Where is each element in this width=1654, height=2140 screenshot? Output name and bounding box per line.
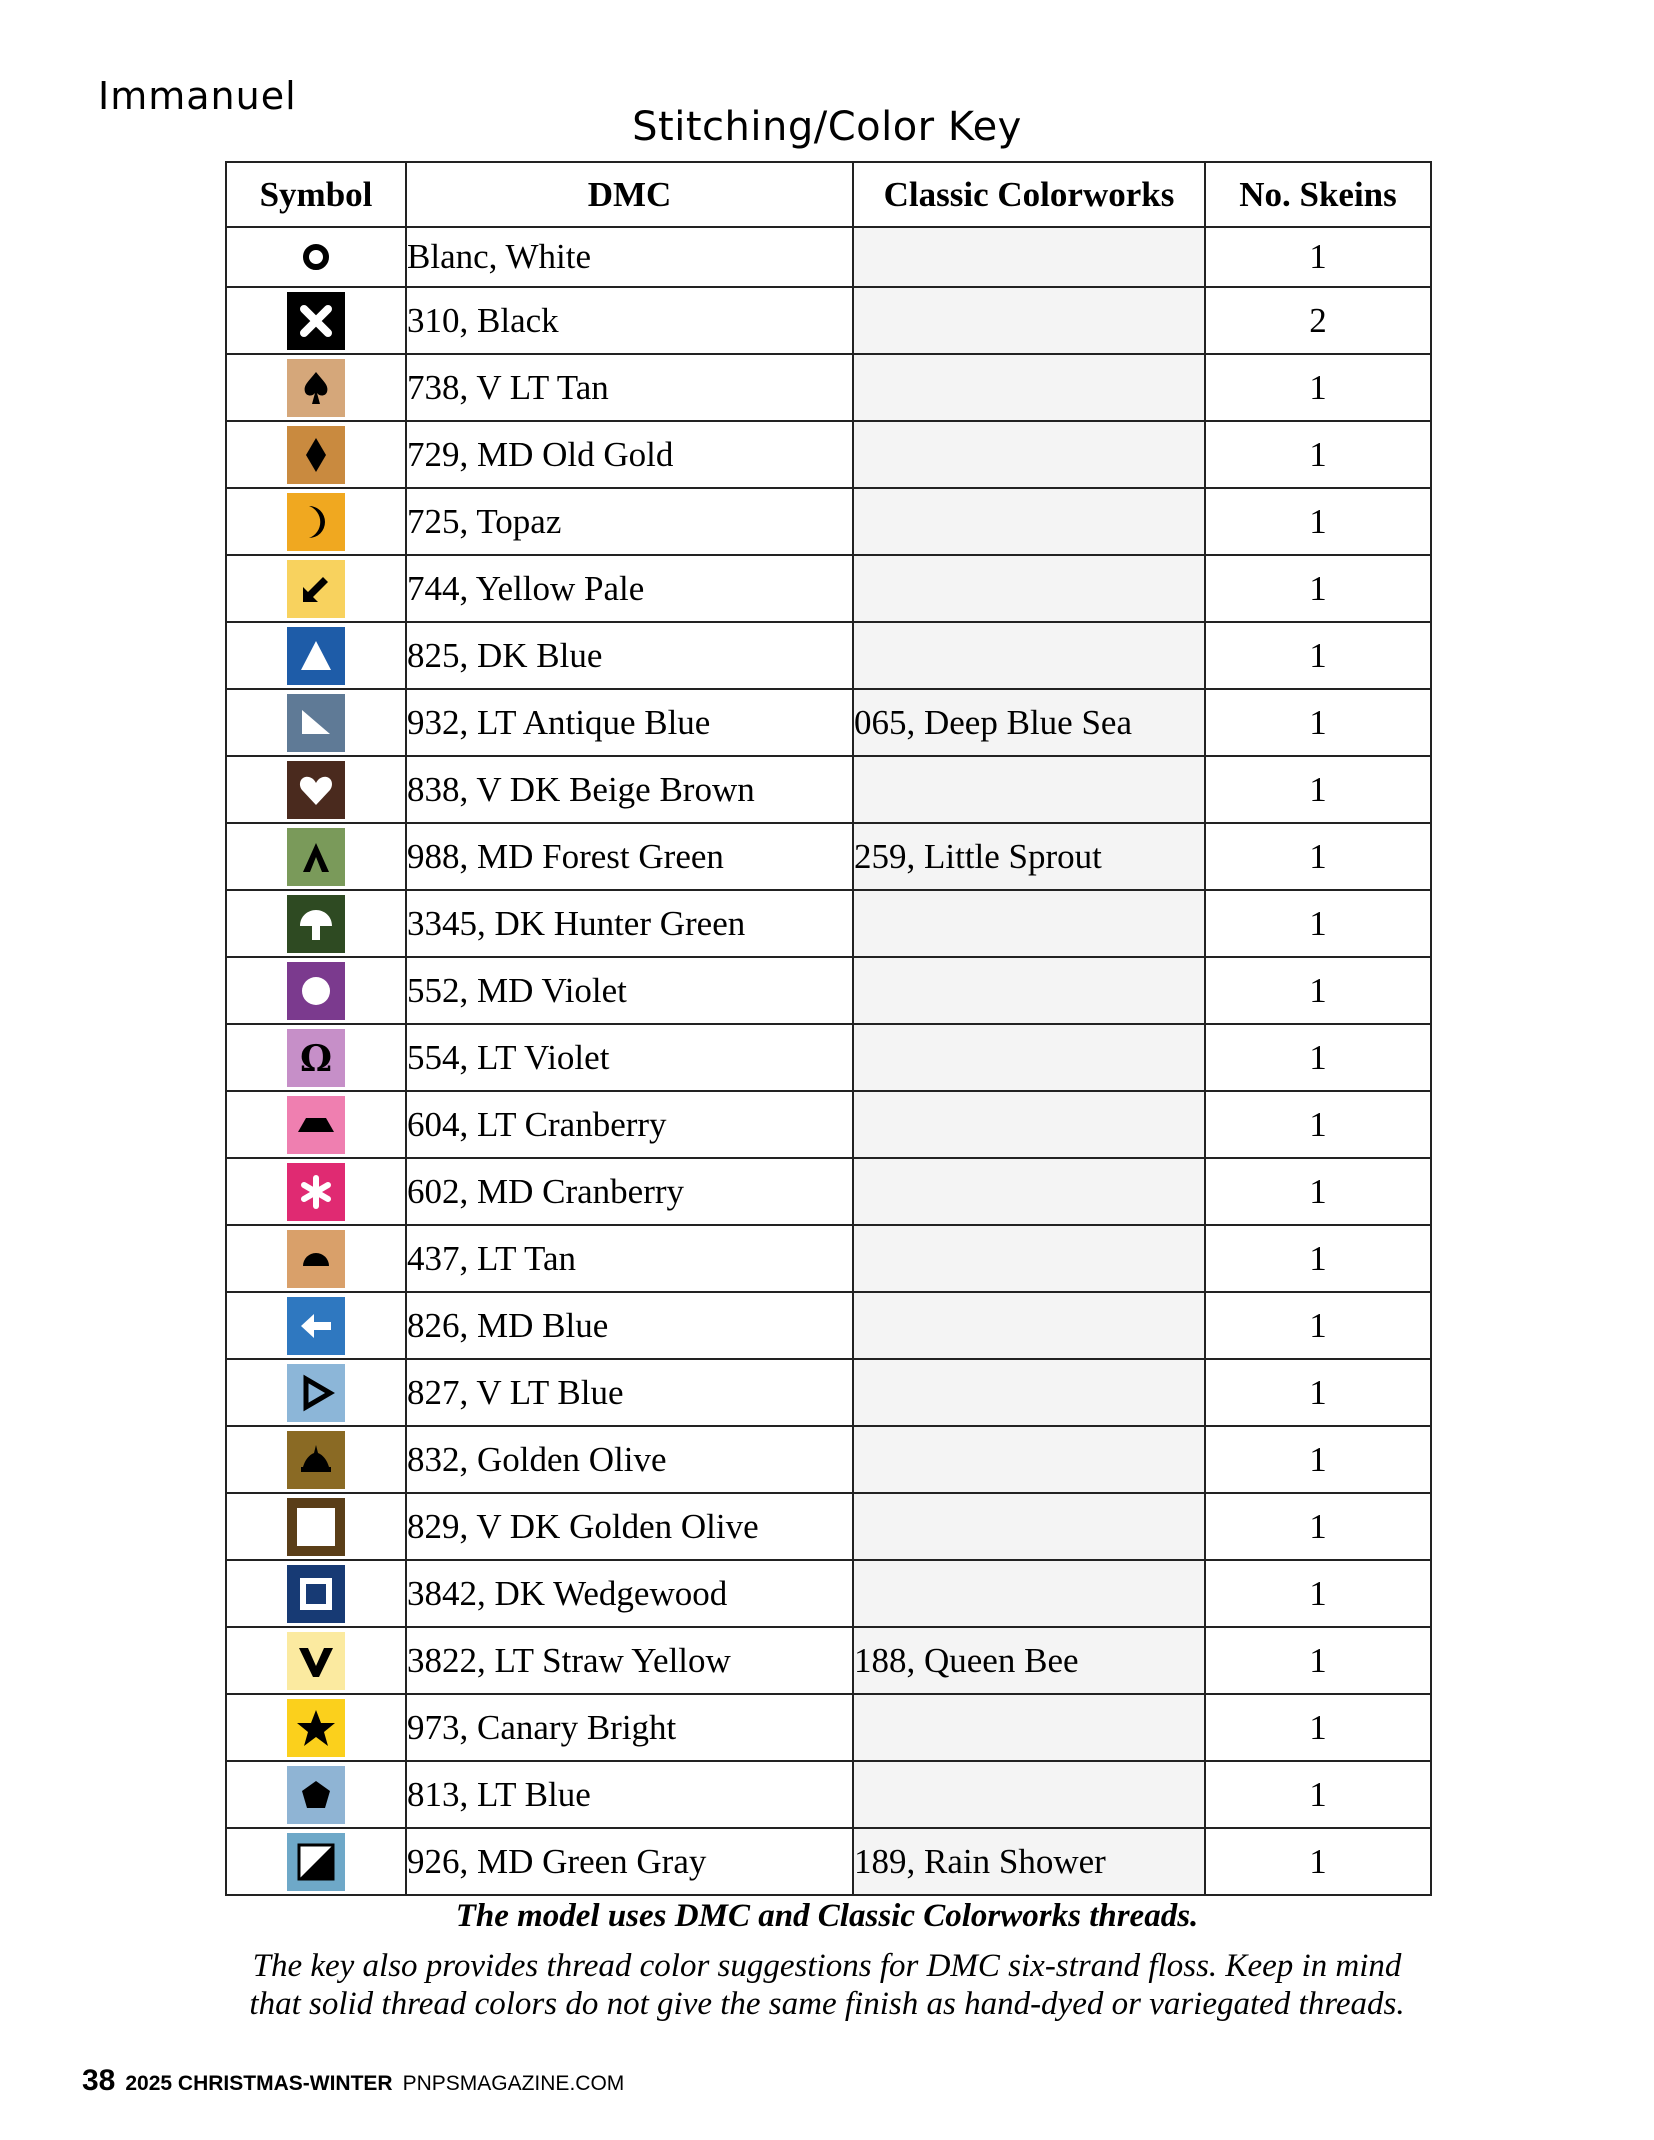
classic-colorworks-cell xyxy=(853,354,1205,421)
classic-colorworks-cell: 065, Deep Blue Sea xyxy=(853,689,1205,756)
svg-text:Ω: Ω xyxy=(299,1037,333,1080)
dmc-cell: 3842, DK Wedgewood xyxy=(406,1560,853,1627)
classic-colorworks-cell xyxy=(853,622,1205,689)
caret-icon xyxy=(287,828,345,886)
table-row xyxy=(226,1158,1431,1225)
skeins-cell: 1 xyxy=(1205,1627,1431,1694)
header-no-skeins: No. Skeins xyxy=(1205,162,1431,227)
dmc-cell: 604, LT Cranberry xyxy=(406,1091,853,1158)
skeins-cell: 1 xyxy=(1205,227,1431,287)
table-row xyxy=(226,1560,1431,1627)
issue-label: 2025 CHRISTMAS-WINTER xyxy=(125,2072,393,2095)
symbol-cell xyxy=(226,689,406,756)
dmc-cell: 838, V DK Beige Brown xyxy=(406,756,853,823)
dmc-cell: 738, V LT Tan xyxy=(406,354,853,421)
symbol-cell xyxy=(226,354,406,421)
skeins-cell: 1 xyxy=(1205,1091,1431,1158)
skeins-cell: 1 xyxy=(1205,823,1431,890)
table-header-row xyxy=(226,162,1431,227)
skeins-cell: 1 xyxy=(1205,354,1431,421)
triangle-icon xyxy=(287,627,345,685)
table-row xyxy=(226,1292,1431,1359)
classic-colorworks-cell xyxy=(853,1359,1205,1426)
table-row xyxy=(226,689,1431,756)
classic-colorworks-cell xyxy=(853,890,1205,957)
table-row xyxy=(226,421,1431,488)
dmc-cell: 3345, DK Hunter Green xyxy=(406,890,853,957)
symbol-cell xyxy=(226,890,406,957)
skeins-cell: 1 xyxy=(1205,1225,1431,1292)
classic-colorworks-cell xyxy=(853,488,1205,555)
symbol-cell xyxy=(226,1560,406,1627)
half-circle-icon xyxy=(287,1230,345,1288)
asterisk-icon xyxy=(287,1163,345,1221)
play-triangle-icon xyxy=(287,1364,345,1422)
skeins-cell: 1 xyxy=(1205,1426,1431,1493)
classic-colorworks-cell: 188, Queen Bee xyxy=(853,1627,1205,1694)
dmc-cell: 552, MD Violet xyxy=(406,957,853,1024)
table-row xyxy=(226,756,1431,823)
crescent-icon xyxy=(287,493,345,551)
symbol-cell xyxy=(226,1292,406,1359)
symbol-cell xyxy=(226,287,406,354)
symbol-cell xyxy=(226,957,406,1024)
thread-note-line: that solid thread colors do not give the same finish as hand-dyed or variegated threads. xyxy=(249,1986,1405,2022)
skeins-cell: 1 xyxy=(1205,555,1431,622)
skeins-cell: 1 xyxy=(1205,1560,1431,1627)
classic-colorworks-cell xyxy=(853,756,1205,823)
dmc-cell: 827, V LT Blue xyxy=(406,1359,853,1426)
page-footer xyxy=(82,2064,624,2098)
classic-colorworks-cell xyxy=(853,1225,1205,1292)
chevron-v-icon xyxy=(287,1632,345,1690)
symbol-cell xyxy=(226,1627,406,1694)
skeins-cell: 1 xyxy=(1205,1292,1431,1359)
symbol-cell xyxy=(226,1091,406,1158)
symbol-cell xyxy=(226,1761,406,1828)
mushroom-icon xyxy=(287,895,345,953)
dmc-cell: 725, Topaz xyxy=(406,488,853,555)
classic-colorworks-cell: 189, Rain Shower xyxy=(853,1828,1205,1895)
symbol-cell xyxy=(226,227,406,287)
skeins-cell: 1 xyxy=(1205,1024,1431,1091)
symbol-cell xyxy=(226,421,406,488)
classic-colorworks-cell xyxy=(853,1493,1205,1560)
classic-colorworks-cell xyxy=(853,1158,1205,1225)
table-row xyxy=(226,890,1431,957)
spade-icon xyxy=(287,359,345,417)
open-square-icon xyxy=(287,1498,345,1556)
dmc-cell: Blanc, White xyxy=(406,227,853,287)
x-mark-icon xyxy=(287,292,345,350)
symbol-cell xyxy=(226,1225,406,1292)
thread-note-bold: The model uses DMC and Classic Colorworks threads. xyxy=(455,1898,1199,1934)
table-row xyxy=(226,1359,1431,1426)
table-row xyxy=(226,555,1431,622)
skeins-cell: 1 xyxy=(1205,622,1431,689)
symbol-cell xyxy=(226,1828,406,1895)
dmc-cell: 602, MD Cranberry xyxy=(406,1158,853,1225)
dmc-cell: 826, MD Blue xyxy=(406,1292,853,1359)
symbol-cell xyxy=(226,1024,406,1091)
skeins-cell: 1 xyxy=(1205,1493,1431,1560)
classic-colorworks-cell xyxy=(853,227,1205,287)
table-row xyxy=(226,1091,1431,1158)
key-title: Stitching/Color Key xyxy=(632,104,1022,150)
symbol-cell xyxy=(226,555,406,622)
header-symbol: Symbol xyxy=(226,162,406,227)
classic-colorworks-cell xyxy=(853,957,1205,1024)
small-square-icon xyxy=(287,1565,345,1623)
table-row xyxy=(226,354,1431,421)
thread-note xyxy=(200,1947,1454,2023)
dmc-cell: 832, Golden Olive xyxy=(406,1426,853,1493)
classic-colorworks-cell xyxy=(853,555,1205,622)
table-row xyxy=(226,1225,1431,1292)
dmc-cell: 926, MD Green Gray xyxy=(406,1828,853,1895)
symbol-cell xyxy=(226,756,406,823)
symbol-cell xyxy=(226,488,406,555)
trapezoid-icon xyxy=(287,1096,345,1154)
table-row xyxy=(226,957,1431,1024)
bell-icon xyxy=(287,1431,345,1489)
filled-circle-icon xyxy=(287,962,345,1020)
skeins-cell: 1 xyxy=(1205,689,1431,756)
skeins-cell: 1 xyxy=(1205,1828,1431,1895)
dmc-cell: 825, DK Blue xyxy=(406,622,853,689)
classic-colorworks-cell xyxy=(853,1761,1205,1828)
heart-icon xyxy=(287,761,345,819)
skeins-cell: 1 xyxy=(1205,1694,1431,1761)
skeins-cell: 1 xyxy=(1205,1359,1431,1426)
symbol-cell xyxy=(226,1493,406,1560)
skeins-cell: 1 xyxy=(1205,890,1431,957)
header-classic-colorworks: Classic Colorworks xyxy=(853,162,1205,227)
table-row xyxy=(226,622,1431,689)
skeins-cell: 1 xyxy=(1205,1761,1431,1828)
table-row xyxy=(226,823,1431,890)
color-key-table xyxy=(225,161,1432,1896)
classic-colorworks-cell: 259, Little Sprout xyxy=(853,823,1205,890)
dmc-cell: 729, MD Old Gold xyxy=(406,421,853,488)
symbol-cell xyxy=(226,1158,406,1225)
table-row xyxy=(226,1493,1431,1560)
dmc-cell: 437, LT Tan xyxy=(406,1225,853,1292)
classic-colorworks-cell xyxy=(853,1091,1205,1158)
table-row xyxy=(226,1627,1431,1694)
header-dmc: DMC xyxy=(406,162,853,227)
symbol-cell xyxy=(226,1694,406,1761)
table-row xyxy=(226,1694,1431,1761)
thread-note-line: The key also provides thread color suggestions for DMC six-strand floss. Keep in mind xyxy=(252,1948,1402,1984)
dmc-cell: 3822, LT Straw Yellow xyxy=(406,1627,853,1694)
dmc-cell: 973, Canary Bright xyxy=(406,1694,853,1761)
dmc-cell: 813, LT Blue xyxy=(406,1761,853,1828)
table-row xyxy=(226,488,1431,555)
classic-colorworks-cell xyxy=(853,421,1205,488)
page-number: 38 xyxy=(82,2064,116,2097)
skeins-cell: 1 xyxy=(1205,488,1431,555)
diamond-icon xyxy=(287,426,345,484)
diagonal-square-icon xyxy=(287,1833,345,1891)
arrow-down-left-icon xyxy=(287,560,345,618)
skeins-cell: 1 xyxy=(1205,1158,1431,1225)
website-label: PNPSMAGAZINE.COM xyxy=(402,2072,625,2095)
table-row xyxy=(226,227,1431,287)
table-row xyxy=(226,1426,1431,1493)
dmc-cell: 829, V DK Golden Olive xyxy=(406,1493,853,1560)
table-row xyxy=(226,287,1431,354)
table-row xyxy=(226,1828,1431,1895)
circle-ring-icon xyxy=(287,228,345,286)
corner-triangle-icon xyxy=(287,694,345,752)
symbol-cell xyxy=(226,823,406,890)
arrow-left-icon xyxy=(287,1297,345,1355)
classic-colorworks-cell xyxy=(853,287,1205,354)
skeins-cell: 1 xyxy=(1205,756,1431,823)
pentagon-icon xyxy=(287,1766,345,1824)
symbol-cell xyxy=(226,622,406,689)
classic-colorworks-cell xyxy=(853,1024,1205,1091)
omega-icon xyxy=(287,1029,345,1087)
classic-colorworks-cell xyxy=(853,1292,1205,1359)
table-row xyxy=(226,1024,1431,1091)
dmc-cell: 744, Yellow Pale xyxy=(406,555,853,622)
table-body xyxy=(226,227,1431,1895)
classic-colorworks-cell xyxy=(853,1560,1205,1627)
dmc-cell: 310, Black xyxy=(406,287,853,354)
symbol-cell xyxy=(226,1359,406,1426)
skeins-cell: 1 xyxy=(1205,421,1431,488)
skeins-cell: 1 xyxy=(1205,957,1431,1024)
star-icon xyxy=(287,1699,345,1757)
page-heading: Immanuel xyxy=(98,74,297,118)
skeins-cell: 2 xyxy=(1205,287,1431,354)
dmc-cell: 988, MD Forest Green xyxy=(406,823,853,890)
dmc-cell: 932, LT Antique Blue xyxy=(406,689,853,756)
classic-colorworks-cell xyxy=(853,1426,1205,1493)
table-row xyxy=(226,1761,1431,1828)
symbol-cell xyxy=(226,1426,406,1493)
dmc-cell: 554, LT Violet xyxy=(406,1024,853,1091)
classic-colorworks-cell xyxy=(853,1694,1205,1761)
